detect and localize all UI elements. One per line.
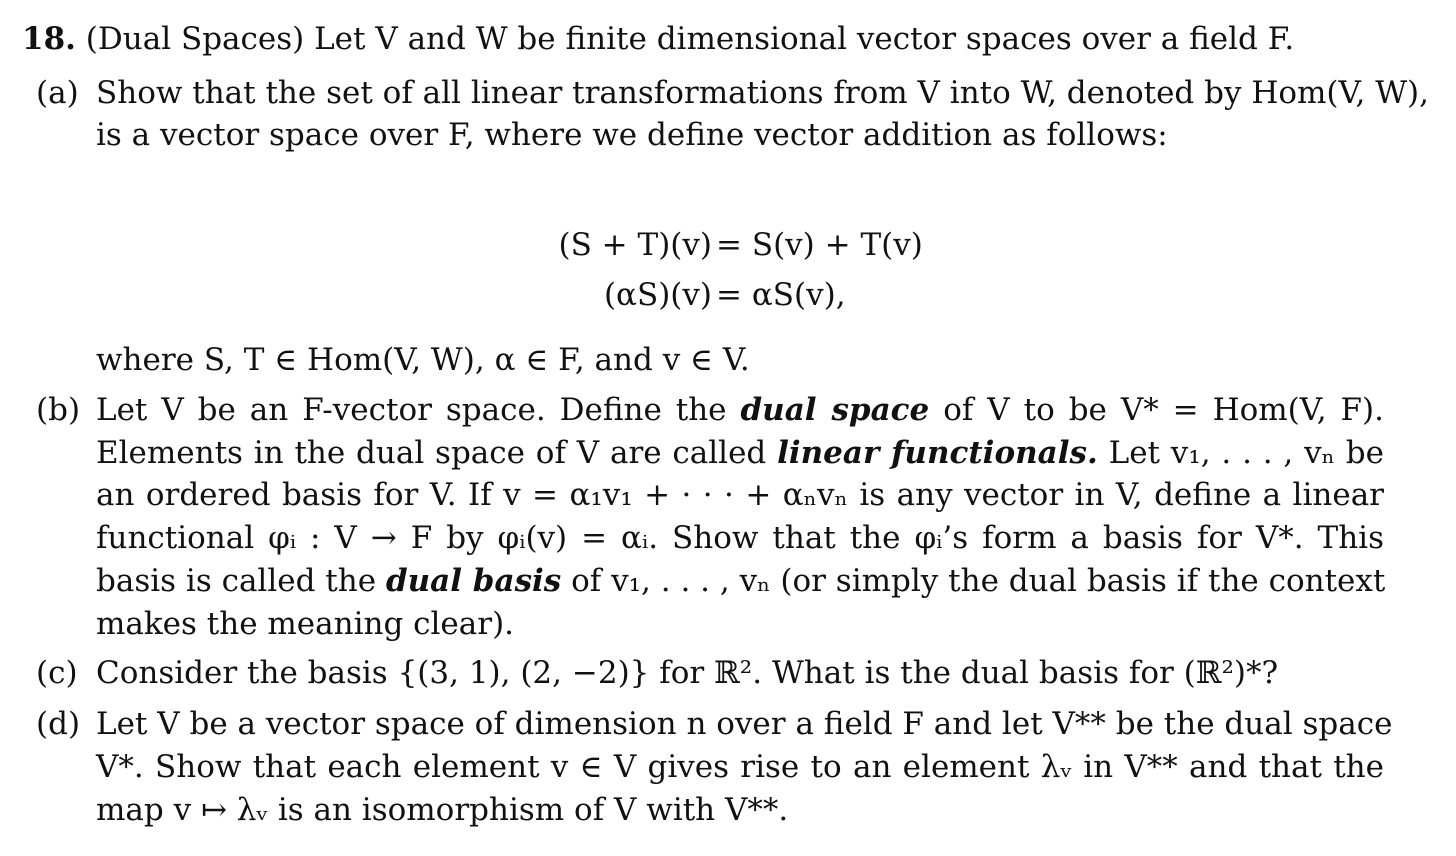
part-d-line-3: map v ↦ λᵥ is an isomorphism of V with V**.: [96, 792, 789, 828]
part-b-line-1-post: of V to be V* = Hom(V, F).: [943, 392, 1384, 428]
part-b-line-2: [96, 432, 1384, 474]
part-d-line-2: V*. Show that each element v ∈ V gives rise to an element λᵥ in V** and that the: [96, 749, 1384, 785]
term-dual-space: dual space: [740, 392, 930, 428]
part-b-line-6: makes the meaning clear).: [96, 606, 515, 642]
part-b-line-3: an ordered basis for V. If v = α₁v₁ + · · · + αₙvₙ is any vector in V, define a linear: [96, 477, 1384, 513]
part-b-line-4: functional φᵢ : V → F by φᵢ(v) = αᵢ. Show that the φᵢ’s form a basis for V*. This: [96, 520, 1384, 556]
problem-title: (Dual Spaces) Let V and W be finite dimensional vector spaces over a field F.: [85, 21, 1295, 57]
term-linear-functionals: linear functionals.: [777, 435, 1098, 471]
part-b-line-2-pre: Elements in the dual space of V are called: [96, 435, 767, 471]
equation-1-rhs: = S(v) + T(v): [716, 227, 923, 263]
equation-2-lhs: (αS)(v): [603, 277, 712, 313]
part-a-label: (a): [36, 75, 79, 111]
term-dual-basis: dual basis: [385, 563, 562, 599]
part-d-label: (d): [36, 706, 81, 742]
part-b-line-1-pre: Let V be an F-vector space. Define the: [96, 392, 727, 428]
part-c-label: (c): [36, 655, 78, 691]
part-c-text: Consider the basis {(3, 1), (2, −2)} for ℝ². What is the dual basis for (ℝ²)*?: [96, 655, 1279, 691]
problem-number: 18.: [22, 21, 76, 57]
part-b-line-1: [96, 389, 1384, 431]
part-d-line-1: Let V be a vector space of dimension n over a field F and let V** be the dual space: [96, 706, 1393, 742]
part-b-label: (b): [36, 392, 81, 428]
equation-2-rhs: = αS(v),: [716, 277, 846, 313]
part-a-line-1: Show that the set of all linear transformations from V into W, denoted by Hom(V, W),: [96, 75, 1429, 111]
part-a-where: where S, T ∈ Hom(V, W), α ∈ F, and v ∈ V.: [96, 342, 750, 378]
part-b-line-2-post: Let v₁, . . . , vₙ be: [1108, 435, 1384, 471]
equation-1-lhs: (S + T)(v): [558, 227, 712, 263]
part-b-line-5: [96, 560, 1384, 602]
part-b-line-5-post: of v₁, . . . , vₙ (or simply the dual basis if the context: [571, 563, 1386, 599]
problem-header: [22, 18, 1294, 60]
part-b-line-5-pre: basis is called the: [96, 563, 377, 599]
part-a-line-2: is a vector space over F, where we define vector addition as follows:: [96, 117, 1168, 153]
